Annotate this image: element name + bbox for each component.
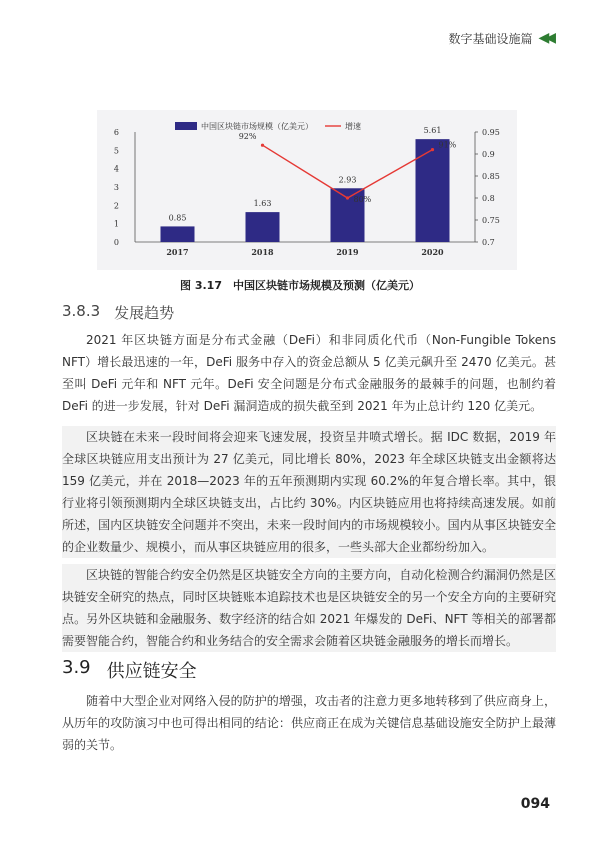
y2-tick-label: 0.75 bbox=[482, 216, 500, 225]
bar-data-label: 0.85 bbox=[168, 213, 187, 223]
section-heading-3-8-3 bbox=[62, 302, 174, 323]
line-point bbox=[431, 148, 434, 151]
y2-tick-label: 0.7 bbox=[482, 238, 495, 247]
line-point bbox=[346, 196, 349, 199]
legend-label-line: 增速 bbox=[345, 122, 361, 131]
bar-data-label: 5.61 bbox=[423, 126, 442, 136]
paragraph-2: 区块链在未来一段时间将会迎来飞速发展，投资呈井喷式增长。据 IDC 数据，2019 年全球区块链应用支出预计为 27 亿美元，同比增长 80%，2023 年全球区块链支出金额将达 159 亿美元，并在 2018—2023 年的五年预测期内实现 60.2%的年复合增长率。其中，银行业将引领预测期内全球区块链支出，占比约 30%。内区块链应用也将持续高速发展。如前所述，国内区块链安全问题并不突出，未来一段时间内的市场规模较小。国内从事区块链安全的企业数量少、规模小，而从事区块链应用的很多，一些头部大企业都纷纷加入。 bbox=[62, 426, 556, 558]
line-data-label: 80% bbox=[353, 195, 372, 204]
y-tick-label: 0 bbox=[113, 238, 119, 247]
x-tick-label: 2017 bbox=[166, 247, 189, 257]
market-chart bbox=[97, 110, 517, 270]
legend-swatch-bar bbox=[175, 122, 197, 130]
bar-data-label: 2.93 bbox=[338, 175, 357, 185]
bar-data-label: 1.63 bbox=[253, 199, 272, 209]
x-tick-label: 2019 bbox=[336, 247, 359, 257]
y2-tick-label: 0.8 bbox=[482, 194, 495, 203]
paragraph-supply-chain: 随着中大型企业对网络入侵的防护的增强，攻击者的注意力更多地转移到了供应商身上，从历年的攻防演习中也可得出相同的结论：供应商正在成为关键信息基础设施安全防护上最薄弱的关节。 bbox=[62, 694, 556, 752]
y2-tick-label: 0.95 bbox=[482, 128, 500, 137]
section-number: 3.8.3 bbox=[62, 302, 101, 320]
y2-tick-label: 0.85 bbox=[482, 172, 500, 181]
y2-tick-label: 0.9 bbox=[482, 150, 495, 159]
y-tick-label: 1 bbox=[113, 219, 119, 229]
figure-caption: 图 3.17 中国区块链市场规模及预测（亿美元） bbox=[180, 279, 420, 292]
double-chevron-left-icon: ◀◀ bbox=[538, 30, 552, 46]
line-data-label: 91% bbox=[438, 140, 457, 150]
page-header bbox=[448, 28, 552, 48]
y-tick-label: 5 bbox=[113, 146, 119, 156]
bar bbox=[246, 212, 280, 242]
bar bbox=[416, 139, 450, 242]
section-heading-3-9 bbox=[62, 657, 197, 683]
section-number: 3.9 bbox=[62, 657, 91, 678]
bar bbox=[161, 226, 195, 242]
section-title: 发展趋势 bbox=[114, 304, 175, 322]
header-title: 数字基础设施篇 bbox=[448, 31, 533, 46]
line-point bbox=[261, 144, 264, 147]
y-tick-label: 3 bbox=[113, 183, 119, 192]
section-title: 供应链安全 bbox=[106, 661, 197, 682]
legend-label-bar: 中国区块链市场规模（亿美元） bbox=[201, 122, 313, 131]
line-data-label: 92% bbox=[238, 132, 257, 142]
chart-container bbox=[97, 110, 517, 270]
paragraph-1: 2021 年区块链方面是分布式金融（DeFi）和非同质化代币（Non-Fungible Tokens NFT）增长最迅速的一年，DeFi 服务中存入的资金总额从 5 亿美元飙升至 2470 亿美元。甚至叫 DeFi 元年和 NFT 元年。DeFi 安全问题是分布式金融服务的最棘手的问题，也制约着 DeFi 的进一步发展，针对 DeFi 漏洞造成的损失截至到 2021 年为止总计约 120 亿美元。 bbox=[62, 333, 556, 413]
y-tick-label: 6 bbox=[113, 128, 119, 137]
page-number: 094 bbox=[520, 796, 550, 812]
x-tick-label: 2018 bbox=[251, 247, 274, 257]
paragraph-3: 区块链的智能合约安全仍然是区块链安全方向的主要方向，自动化检测合约漏洞仍然是区块链安全研究的热点，同时区块链账本追踪技术也是区块链安全的另一个安全方向的主要研究点。另外区块链和金融服务、数字经济的结合如 2021 年爆发的 DeFi、NFT 等相关的部署都需要智能合约，智能合约和业务结合的安全需求会随着区块链金融服务的增长而增长。 bbox=[62, 564, 556, 652]
y-tick-label: 4 bbox=[113, 164, 119, 174]
x-tick-label: 2020 bbox=[421, 247, 444, 257]
y-tick-label: 2 bbox=[113, 201, 119, 211]
